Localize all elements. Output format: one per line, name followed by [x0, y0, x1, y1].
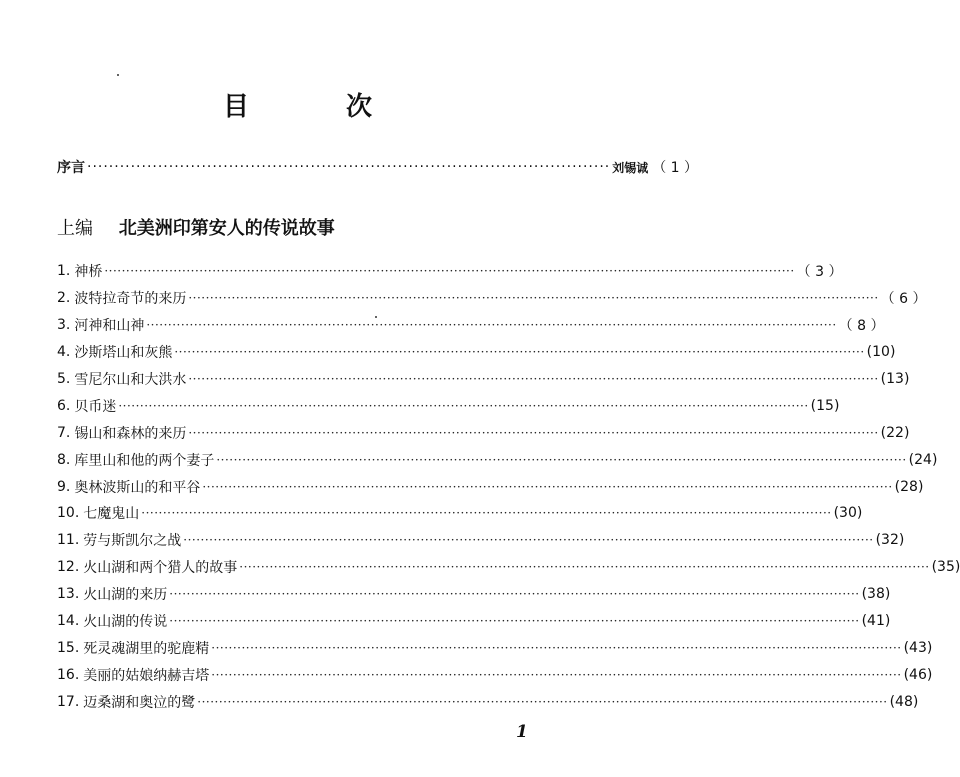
entry-page-number: (10) — [866, 344, 896, 361]
entry-title: 河神和山神 — [74, 318, 145, 335]
entry-number: 12. — [57, 559, 80, 576]
entry-page-number: (46) — [903, 666, 933, 683]
toc-entry — [57, 581, 891, 608]
dot-leader: ································································································································································ — [169, 587, 860, 602]
toc-entry — [57, 366, 910, 393]
dot-leader: ································································································································································ — [211, 667, 902, 682]
entry-title: 火山湖和两个猎人的故事 — [83, 560, 238, 577]
toc-entry — [57, 661, 933, 688]
entry-page-number: (41) — [861, 613, 891, 630]
entry-page-number: (35) — [931, 559, 960, 576]
entry-title: 雪尼尔山和大洪水 — [74, 372, 187, 388]
entry-number: 2. — [57, 290, 71, 307]
entry-page-number: (43) — [903, 639, 933, 656]
contents-title: 目 次 — [222, 92, 417, 122]
entry-number: 9. — [57, 478, 71, 495]
entry-title: 库里山和他的两个妻子 — [74, 452, 215, 469]
toc-entry — [57, 258, 843, 285]
entry-page-number: （ 8 ） — [838, 318, 885, 335]
entry-title: 迈桑湖和奥泣的鹭 — [83, 694, 196, 711]
entry-page-number: （ 3 ） — [796, 264, 843, 281]
entry-page-number: （ 6 ） — [880, 291, 927, 308]
entry-title: 美丽的姑娘纳赫吉塔 — [83, 667, 210, 684]
dot-leader: ································································································································································ — [188, 425, 879, 440]
toc-entry — [57, 688, 919, 715]
dot-leader: ································································································································································ — [202, 479, 893, 494]
dot-leader: ································································································································································ — [174, 345, 865, 360]
page-folio: 1 — [516, 722, 528, 742]
dot-leader: ································································································································································ — [183, 533, 874, 548]
toc-entry — [57, 527, 905, 554]
entry-title: 火山湖的来历 — [83, 587, 168, 604]
dot-leader: ································································································································································ — [216, 452, 907, 467]
dot-leader: ································································································ — [87, 159, 611, 175]
entry-number: 14. — [57, 613, 80, 630]
entry-number: 4. — [57, 344, 71, 361]
toc-entry — [57, 554, 960, 581]
entry-title: 贝币迷 — [74, 398, 117, 415]
print-speck — [117, 74, 119, 76]
entry-page-number: (24) — [908, 451, 938, 468]
entry-title: 波特拉奇节的来历 — [74, 291, 187, 308]
entry-title: 死灵魂湖里的驼鹿精 — [83, 640, 210, 657]
toc-entry — [57, 473, 924, 500]
toc-list — [57, 258, 960, 715]
section-label: 上编 — [57, 218, 93, 239]
toc-entry — [57, 419, 910, 446]
section-heading — [57, 214, 335, 240]
dot-leader: ································································································································································ — [141, 506, 832, 521]
toc-entry — [57, 634, 933, 661]
entry-page-number: (22) — [880, 424, 910, 441]
dot-leader: ································································································································································ — [211, 640, 902, 655]
entry-number: 11. — [57, 532, 80, 549]
dot-leader: ································································································································································ — [169, 614, 860, 629]
entry-title: 奥林波斯山的和平谷 — [74, 479, 201, 496]
toc-entry — [57, 500, 863, 527]
dot-leader: ································································································································································ — [104, 264, 795, 279]
entry-title: 沙斯塔山和灰熊 — [74, 345, 173, 362]
entry-title: 劳与斯凯尔之战 — [83, 533, 182, 550]
entry-number: 3. — [57, 317, 71, 334]
entry-title: 锡山和森林的来历 — [74, 425, 187, 442]
preface-page-number: （ 1 ） — [652, 160, 699, 176]
entry-number: 10. — [57, 505, 80, 522]
dot-leader: ································································································································································ — [197, 694, 888, 709]
toc-entry — [57, 608, 891, 635]
entry-page-number: (30) — [833, 505, 863, 522]
toc-entry — [57, 285, 927, 312]
entry-page-number: (15) — [810, 397, 840, 414]
entry-page-number: (13) — [880, 371, 910, 387]
preface-entry — [57, 156, 699, 178]
entry-number: 15. — [57, 639, 80, 656]
toc-entry — [57, 312, 885, 339]
entry-number: 5. — [57, 371, 71, 387]
dot-leader: ································································································································································ — [239, 560, 930, 575]
toc-entry — [57, 392, 840, 419]
entry-page-number: (32) — [875, 532, 905, 549]
entry-title: 七魔鬼山 — [83, 506, 140, 523]
entry-page-number: (28) — [894, 478, 924, 495]
toc-entry — [57, 446, 938, 473]
entry-page-number: (38) — [861, 586, 891, 603]
entry-number: 16. — [57, 666, 80, 683]
entry-number: 17. — [57, 693, 80, 710]
entry-number: 8. — [57, 451, 71, 468]
preface-label: 序言 — [57, 160, 85, 176]
entry-number: 1. — [57, 263, 71, 280]
dot-leader: ································································································································································ — [188, 372, 879, 386]
entry-number: 6. — [57, 397, 71, 414]
dot-leader: ································································································································································ — [146, 318, 837, 333]
preface-author: 刘锡诚 — [612, 160, 649, 175]
dot-leader: ································································································································································ — [188, 291, 879, 306]
entry-page-number: (48) — [889, 693, 919, 710]
entry-title: 神桥 — [74, 264, 103, 281]
section-title: 北美洲印第安人的传说故事 — [118, 218, 335, 239]
dot-leader: ································································································································································ — [118, 398, 809, 413]
entry-title: 火山湖的传说 — [83, 614, 168, 631]
entry-number: 13. — [57, 586, 80, 603]
toc-entry — [57, 339, 896, 366]
entry-number: 7. — [57, 424, 71, 441]
